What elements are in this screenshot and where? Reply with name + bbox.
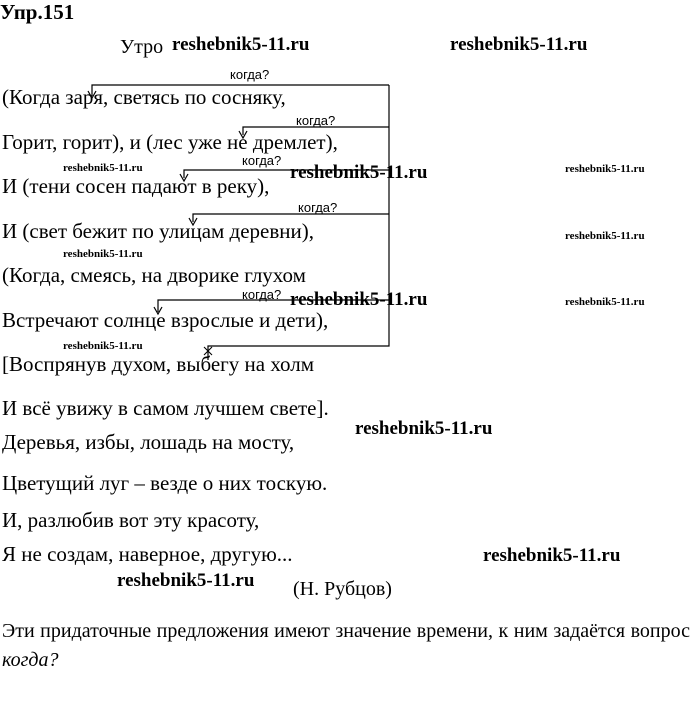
poem-line: Горит, горит), и (лес уже не дремлет), [2,130,338,154]
poem-line: [Воспрянув духом, выбегу на холм [2,352,315,376]
poem-line: И (тени сосен падают в реку), [2,174,270,198]
watermark: reshebnik5-11.ru [63,340,143,352]
poem-line: (Когда заря, светясь по сосняку, [2,85,286,109]
poem-line: И, разлюбив вот эту красоту, [2,508,260,532]
poem-line: Я не создам, наверное, другую... [2,542,293,566]
poem-line: Встречают солнце взрослые и дети), [2,308,329,332]
poem-author: (Н. Рубцов) [293,578,392,600]
watermark: reshebnik5-11.ru [117,570,255,591]
question-label: когда? [230,67,270,82]
explanation-main: Эти придаточные предложения имеют значение времени, к ним задаётся вопрос [2,620,690,642]
watermark: reshebnik5-11.ru [450,34,588,55]
poem-line: Деревья, избы, лошадь на мосту, [2,430,295,454]
watermark: reshebnik5-11.ru [355,418,493,439]
poem-line: И всё увижу в самом лучшем свете]. [2,396,329,420]
question-label: когда? [242,287,282,302]
poem-title: Утро [120,36,164,58]
watermark: reshebnik5-11.ru [63,162,143,174]
watermark: reshebnik5-11.ru [172,34,310,55]
question-label: когда? [298,200,338,215]
question-label: когда? [242,153,282,168]
watermark: reshebnik5-11.ru [290,162,428,183]
explanation-text [2,617,690,675]
poem-line: И (свет бежит по улицам деревни), [2,219,315,243]
watermark: reshebnik5-11.ru [565,163,645,175]
watermark: reshebnik5-11.ru [63,248,143,260]
watermark: reshebnik5-11.ru [483,545,621,566]
watermark: reshebnik5-11.ru [565,296,645,308]
explanation-question: когда? [2,649,59,671]
poem-line: (Когда, смеясь, на дворике глухом [2,263,306,287]
question-label: когда? [296,113,336,128]
watermark: reshebnik5-11.ru [290,289,428,310]
watermark: reshebnik5-11.ru [565,230,645,242]
poem-line: Цветущий луг – везде о них тоскую. [2,471,328,495]
exercise-heading: Упр.151 [0,0,75,24]
